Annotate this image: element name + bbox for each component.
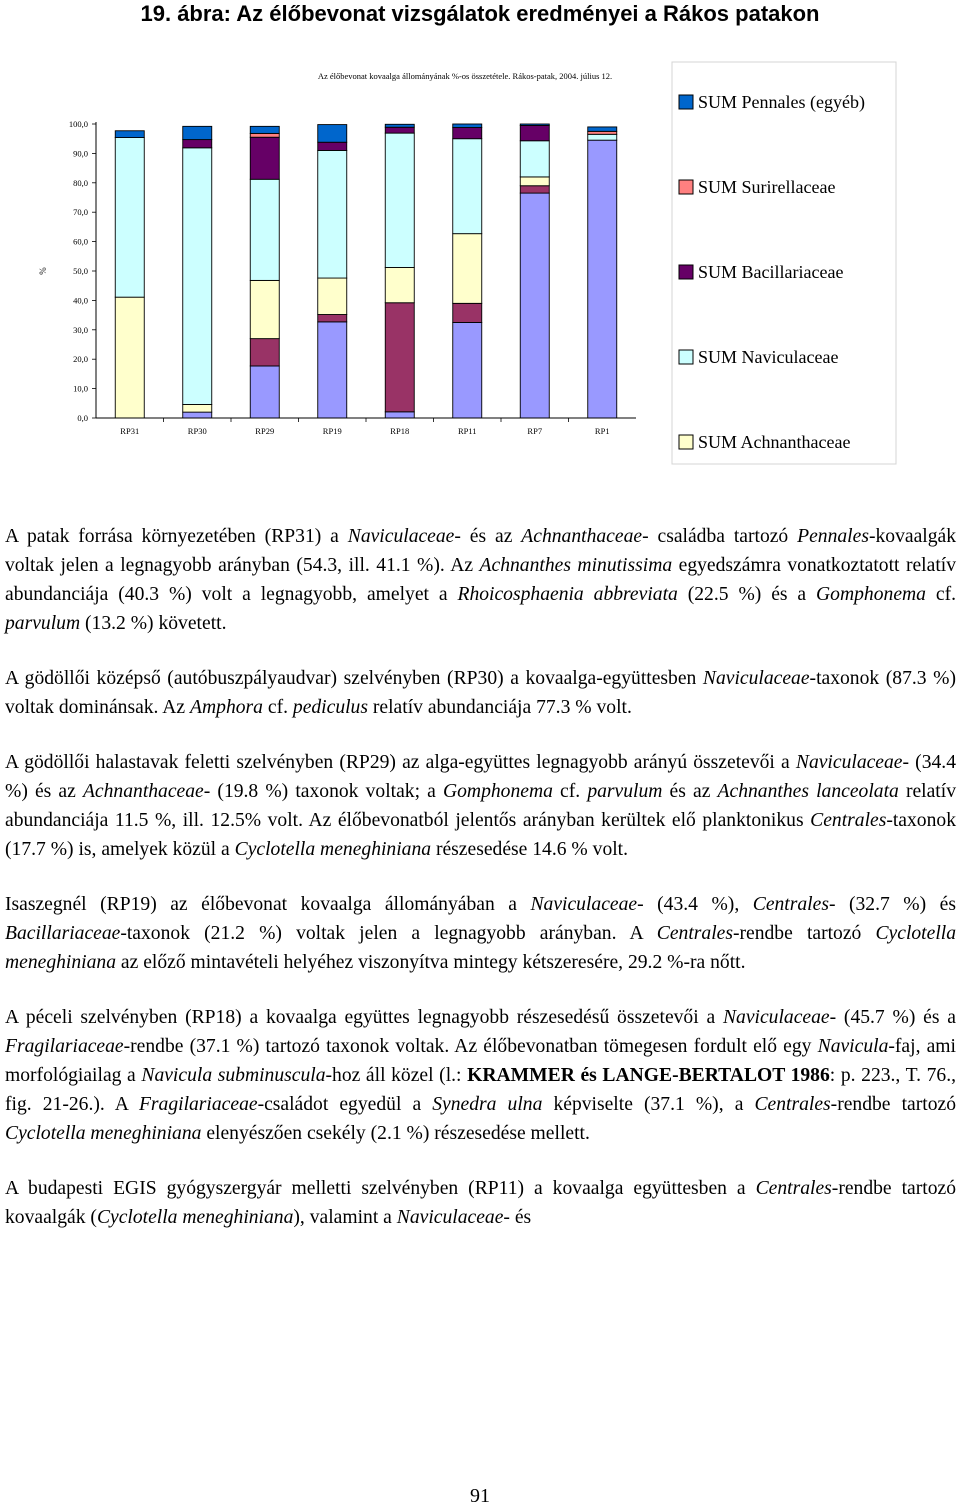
bar-segment xyxy=(250,133,279,137)
y-tick-label: 70,0 xyxy=(73,207,88,218)
bar-segment xyxy=(250,179,279,280)
x-tick-label: RP30 xyxy=(187,426,207,436)
paragraph xyxy=(5,1003,956,1148)
text-run: cf. xyxy=(925,584,956,605)
bar-segment xyxy=(115,297,144,418)
bar-segment xyxy=(318,125,347,143)
legend-label: SUM Achnanthaceae xyxy=(698,432,851,452)
text-run: és xyxy=(509,1207,532,1228)
bar-segment xyxy=(318,315,347,322)
text-run: Naviculaceae- xyxy=(722,1007,837,1028)
text-run: Fragilariaceae xyxy=(138,1094,258,1115)
bar-segment xyxy=(520,124,549,125)
text-run: Pennales xyxy=(797,526,869,547)
text-run: családba tartozó xyxy=(648,526,798,547)
text-run: -rendbe (37.1 %) tartozó taxonok voltak. Az élőbevonatban tömegesen fordult elő egy xyxy=(123,1036,818,1057)
y-tick-label: 20,0 xyxy=(73,354,88,365)
text-run: Centrales- xyxy=(752,894,836,915)
text-run: (43.4 %), xyxy=(643,894,753,915)
x-tick-label: RP31 xyxy=(120,426,140,436)
x-tick-label: RP18 xyxy=(390,426,410,436)
paragraph xyxy=(5,748,956,864)
text-run: Fragilariaceae xyxy=(5,1036,124,1057)
y-ticks xyxy=(69,119,96,423)
page-number: 91 xyxy=(470,1485,490,1507)
paragraph xyxy=(5,1174,956,1232)
legend-label: SUM Pennales (egyéb) xyxy=(698,92,865,112)
text-run: (19.8 %) taxonok voltak; a xyxy=(210,781,443,802)
text-run: -taxonok (87.3 %) voltak dominánsak. Az xyxy=(5,668,957,718)
y-tick-label: 100,0 xyxy=(68,119,88,129)
x-ticks xyxy=(120,418,609,436)
text-run: : p. 223., T. 76., fig. 21-26.). A xyxy=(5,1065,957,1115)
legend-swatch xyxy=(679,95,693,109)
text-run: -taxonok (17.7 %) is, amelyek közül a xyxy=(5,810,956,860)
text-run: és az xyxy=(662,781,718,802)
bar-segment xyxy=(453,234,482,304)
text-run: -rendbe tartozó xyxy=(732,923,876,944)
text-run: cf. xyxy=(552,781,588,802)
text-run: A patak forrása környezetében (RP31) a xyxy=(5,526,348,547)
chart-title: Az élőbevonat kovaalga állományának %-os összetétele. Rákos-patak, 2004. július 12. xyxy=(317,71,613,81)
bar-segment xyxy=(385,303,414,412)
bar-segment xyxy=(115,131,144,138)
bar-segment xyxy=(453,322,482,418)
legend-swatch xyxy=(679,435,693,449)
text-run: KRAMMER és LANGE-BERTALOT 1986 xyxy=(467,1065,830,1086)
y-axis-label: % xyxy=(38,267,48,275)
x-tick-label: RP11 xyxy=(457,426,477,436)
text-run: Synedra ulna xyxy=(432,1094,543,1115)
y-tick-label: 40,0 xyxy=(73,295,88,306)
body-text xyxy=(5,522,956,1258)
legend-label: SUM Naviculaceae xyxy=(698,347,839,367)
text-run: -hoz áll közel (l.: xyxy=(325,1065,468,1086)
bar-segment xyxy=(183,148,212,405)
figure-title: 19. ábra: Az élőbevonat vizsgálatok eredményei a Rákos patakon xyxy=(140,1,820,26)
text-run: (22.5 %) és a xyxy=(677,584,817,605)
text-run: -kovaalgák voltak jelen a legnagyobb arányban (54.3, ill. 41.1 %). Az xyxy=(5,526,956,576)
text-run: Centrales xyxy=(755,1178,832,1199)
text-run: Amphora xyxy=(190,697,263,718)
text-run: A péceli szelvényben (RP18) a kovaalga együttes legnagyobb részesedésű összetevői a xyxy=(5,1007,723,1028)
x-tick-label: RP1 xyxy=(594,426,610,436)
text-run: Cyclotella meneghiniana xyxy=(96,1207,294,1228)
text-run: Achnanthaceae- xyxy=(521,526,649,547)
text-run: -családot egyedül a xyxy=(257,1094,433,1115)
bar-segment xyxy=(520,193,549,418)
text-run: Isaszegnél (RP19) az élőbevonat kovaalga állományában a xyxy=(5,894,531,915)
bar-segment xyxy=(520,186,549,193)
text-run: Rhoicosphaenia abbreviata xyxy=(457,584,678,605)
text-run: pediculus xyxy=(292,697,368,718)
text-run: parvulum xyxy=(5,613,81,634)
bar-segment xyxy=(520,141,549,177)
text-run: relatív abundanciája 11.5 %, ill. 12.5% volt. Az élőbevonatból jelentős arányban kerültek elő planktonikus xyxy=(5,781,956,831)
text-run: Naviculaceae xyxy=(702,668,810,689)
y-tick-label: 50,0 xyxy=(73,266,88,276)
axes xyxy=(96,122,636,418)
bar-segment xyxy=(183,412,212,418)
text-run: -rendbe tartozó kovaalgák ( xyxy=(5,1178,956,1228)
y-tick-label: 80,0 xyxy=(73,177,88,188)
bar-segment xyxy=(588,127,617,131)
text-run: elenyészően csekély (2.1 %) részesedése mellett. xyxy=(201,1123,590,1144)
text-run: képviselte (37.1 %), a xyxy=(542,1094,755,1115)
bar-segment xyxy=(250,137,279,179)
text-run: -taxonok (21.2 %) voltak jelen a legnagyobb arányban. A xyxy=(120,923,657,944)
text-run: az előző mintavételi helyéhez viszonyítva mintegy kétszeresére, 29.2 %-ra nőtt. xyxy=(116,952,746,973)
x-tick-label: RP29 xyxy=(255,426,275,436)
x-tick-label: RP19 xyxy=(322,426,342,436)
text-run: Naviculaceae- xyxy=(396,1207,510,1228)
x-tick-label: RP7 xyxy=(527,426,543,436)
legend-label: SUM Surirellaceae xyxy=(698,177,836,197)
bar-segment xyxy=(183,126,212,139)
paragraph xyxy=(5,522,956,638)
text-run: Achnanthaceae- xyxy=(82,781,211,802)
bar-segment xyxy=(115,138,144,298)
y-tick-label: 30,0 xyxy=(73,324,88,335)
legend-swatch xyxy=(679,350,693,364)
text-run: Naviculaceae- xyxy=(530,894,644,915)
bar-segment xyxy=(453,128,482,139)
text-run: Centrales xyxy=(810,810,887,831)
bar-segment xyxy=(385,124,414,127)
bar-segment xyxy=(250,280,279,338)
text-run: és az xyxy=(460,526,522,547)
bar-segment xyxy=(520,125,549,140)
text-run: Gomphonema xyxy=(816,584,926,605)
text-run: Navicula xyxy=(817,1036,889,1057)
bar-segment xyxy=(318,278,347,314)
text-run: cf. xyxy=(262,697,293,718)
text-run: Cyclotella meneghiniana xyxy=(5,923,957,973)
bar-segment xyxy=(250,366,279,418)
text-run: Achnanthes lanceolata xyxy=(717,781,899,802)
bar-segment xyxy=(250,339,279,366)
bar-segment xyxy=(588,134,617,140)
stacked-bar-chart xyxy=(0,60,960,470)
text-run: -faj, ami morfológiailag a xyxy=(5,1036,956,1086)
text-run: A budapesti EGIS gyógyszergyár melletti szelvényben (RP11) a kovaalga együttesben a xyxy=(5,1178,756,1199)
bar-segment xyxy=(453,124,482,128)
legend-label: SUM Bacillariaceae xyxy=(698,262,844,282)
text-run: (34.4 %) és az xyxy=(5,752,956,802)
paragraph xyxy=(5,664,956,722)
bar-segment xyxy=(588,140,617,418)
bar-segment xyxy=(183,140,212,148)
text-run: Gomphonema xyxy=(442,781,553,802)
legend-swatch xyxy=(679,180,693,194)
bar-segment xyxy=(453,303,482,322)
bar-segment xyxy=(385,133,414,267)
y-tick-label: 60,0 xyxy=(73,236,88,247)
text-run: Achnanthes minutissima xyxy=(479,555,673,576)
text-run: parvulum xyxy=(587,781,663,802)
text-run: (13.2 %) követett. xyxy=(80,613,227,634)
text-run: ), valamint a xyxy=(293,1207,397,1228)
bar-segment xyxy=(318,150,347,278)
legend-swatch xyxy=(679,265,693,279)
text-run: (45.7 %) és a xyxy=(836,1007,956,1028)
text-run: Cyclotella meneghiniana xyxy=(5,1123,202,1144)
bar-segment xyxy=(385,127,414,133)
bar-segment xyxy=(250,126,279,133)
text-run: Bacillariaceae xyxy=(5,923,121,944)
text-run: A gödöllői halastavak feletti szelvényben (RP29) az alga-együttes legnagyobb arányú összetevői a xyxy=(5,752,796,773)
paragraph xyxy=(5,890,956,977)
y-tick-label: 0,0 xyxy=(77,413,88,423)
text-run: Centrales xyxy=(656,923,733,944)
bar-segment xyxy=(520,177,549,186)
bar-segment xyxy=(453,139,482,234)
y-tick-label: 90,0 xyxy=(73,148,88,159)
text-run: A gödöllői középső (autóbuszpályaudvar) szelvényben (RP30) a kovaalga-együttesben xyxy=(5,668,703,689)
text-run: Centrales xyxy=(754,1094,831,1115)
text-run: Cyclotella meneghiniana xyxy=(234,839,432,860)
text-run: Naviculaceae- xyxy=(347,526,461,547)
bar-segment xyxy=(318,322,347,418)
text-run: részesedése 14.6 % volt. xyxy=(431,839,629,860)
text-run: relatív abundanciája 77.3 % volt. xyxy=(367,697,632,718)
bar-segment xyxy=(318,142,347,150)
bar-segment xyxy=(385,412,414,418)
text-run: -rendbe tartozó xyxy=(830,1094,956,1115)
y-tick-label: 10,0 xyxy=(73,383,88,394)
text-run: Navicula subminuscula xyxy=(141,1065,326,1086)
text-run: egyedszámra vonatkoztatott relatív abundanciája (40.3 %) volt a legnagyobb, amelyet a xyxy=(5,555,957,605)
text-run: (32.7 %) és xyxy=(835,894,956,915)
bars xyxy=(115,124,617,418)
bar-segment xyxy=(183,404,212,412)
legend xyxy=(672,62,896,464)
text-run: Naviculaceae- xyxy=(795,752,910,773)
bar-segment xyxy=(385,267,414,302)
